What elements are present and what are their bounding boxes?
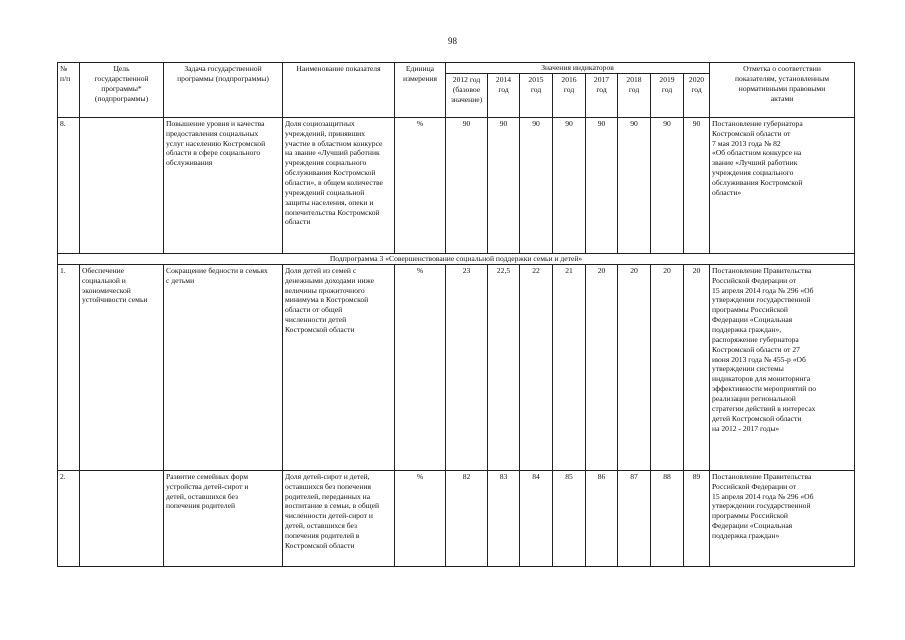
row-value: 90 <box>520 117 553 253</box>
header-year-2016: 2016 год <box>553 73 586 117</box>
indicators-table <box>57 62 855 567</box>
header-goal: Цель государственной программы* (подпрограммы) <box>80 63 164 118</box>
header-indicator: Наименование показателя <box>283 63 395 118</box>
header-task: Задача государственной программы (подпрограммы) <box>164 63 283 118</box>
row-num: 1. <box>58 264 80 470</box>
table-row <box>58 470 855 566</box>
header-year-2012: 2012 год (базовое значение) <box>446 73 488 117</box>
header-row-1 <box>58 63 855 74</box>
row-note: Постановление губернатора Костромской области от 7 мая 2013 года № 82 «Об областном конкурсе на звание «Лучший работник учреждения социального обслуживания Костромской области» <box>710 117 855 253</box>
row-value: 20 <box>618 264 651 470</box>
row-unit: % <box>395 470 446 566</box>
header-year-2019: 2019 год <box>651 73 684 117</box>
header-year-2018: 2018 год <box>618 73 651 117</box>
row-value: 21 <box>553 264 586 470</box>
row-value: 90 <box>618 117 651 253</box>
header-year-2020: 2020 год <box>684 73 710 117</box>
row-goal <box>80 470 164 566</box>
subprogram-row <box>58 253 855 264</box>
row-value: 88 <box>651 470 684 566</box>
row-indicator: Доля детей из семей с денежными доходами ниже величины прожиточного минимума в Костромской области от общей численности детей Костромской области <box>283 264 395 470</box>
row-indicator: Доля социозащитных учреждений, принявших участие в областном конкурсе на звание «Лучший работник учреждения социального обслуживания Костромской области», в общем количестве учреждений социальной защиты населения, опеки и попечительства Костромской области <box>283 117 395 253</box>
table-row <box>58 117 855 253</box>
row-value: 90 <box>684 117 710 253</box>
row-value: 86 <box>586 470 618 566</box>
row-value: 90 <box>553 117 586 253</box>
row-goal <box>80 117 164 253</box>
subprogram-title: Подпрограмма 3 «Совершенствование социальной поддержки семьи и детей» <box>58 253 855 264</box>
row-value: 85 <box>553 470 586 566</box>
header-values: Значения индикаторов <box>446 63 710 74</box>
row-value: 87 <box>618 470 651 566</box>
row-num: 2. <box>58 470 80 566</box>
row-note: Постановление Правительства Российской Федерации от 15 апреля 2014 года № 296 «Об утверждении государственной программы Российской Федерации «Социальная поддержка граждан» <box>710 470 855 566</box>
row-indicator: Доля детей-сирот и детей, оставшихся без попечения родителей, переданных на воспитание в семьи, в общей численности детей-сирот и детей, оставшихся без попечения родителей в Костромской области <box>283 470 395 566</box>
row-value: 90 <box>651 117 684 253</box>
header-year-2014: 2014 год <box>488 73 520 117</box>
row-value: 22 <box>520 264 553 470</box>
header-num: № п/п <box>58 63 80 118</box>
row-value: 20 <box>651 264 684 470</box>
header-year-2017: 2017 год <box>586 73 618 117</box>
row-goal: Обеспечение социальной и экономической устойчивости семьи <box>80 264 164 470</box>
row-value: 90 <box>488 117 520 253</box>
row-num: 8. <box>58 117 80 253</box>
row-unit: % <box>395 117 446 253</box>
row-value: 90 <box>586 117 618 253</box>
header-note: Отметка о соответствии показателям, установленным нормативными правовыми актами <box>710 63 855 118</box>
table-row <box>58 264 855 470</box>
row-value: 83 <box>488 470 520 566</box>
row-value: 20 <box>684 264 710 470</box>
row-value: 82 <box>446 470 488 566</box>
header-unit: Единица измерения <box>395 63 446 118</box>
row-value: 23 <box>446 264 488 470</box>
row-task: Повышение уровня и качества предоставления социальных услуг населению Костромской области в сфере социального обслуживания <box>164 117 283 253</box>
row-value: 89 <box>684 470 710 566</box>
row-value: 22,5 <box>488 264 520 470</box>
row-unit: % <box>395 264 446 470</box>
row-value: 20 <box>586 264 618 470</box>
row-value: 84 <box>520 470 553 566</box>
row-note: Постановление Правительства Российской Федерации от 15 апреля 2014 года № 296 «Об утверждении государственной программы Российской Федерации «Социальная поддержка граждан», распоряжение губернатора Костромской области от 27 июня 2013 года № 455-р «Об утверждении системы индикаторов для мониторинга эффективности мероприятий по реализации региональной стратегии действий в интересах детей Костромской области на 2012 - 2017 годы» <box>710 264 855 470</box>
page-number: 98 <box>448 36 457 46</box>
row-value: 90 <box>446 117 488 253</box>
header-year-2015: 2015 год <box>520 73 553 117</box>
row-task: Сокращение бедности в семьях с детьми <box>164 264 283 470</box>
row-task: Развитие семейных форм устройства детей-сирот и детей, оставшихся без попечения родителей <box>164 470 283 566</box>
